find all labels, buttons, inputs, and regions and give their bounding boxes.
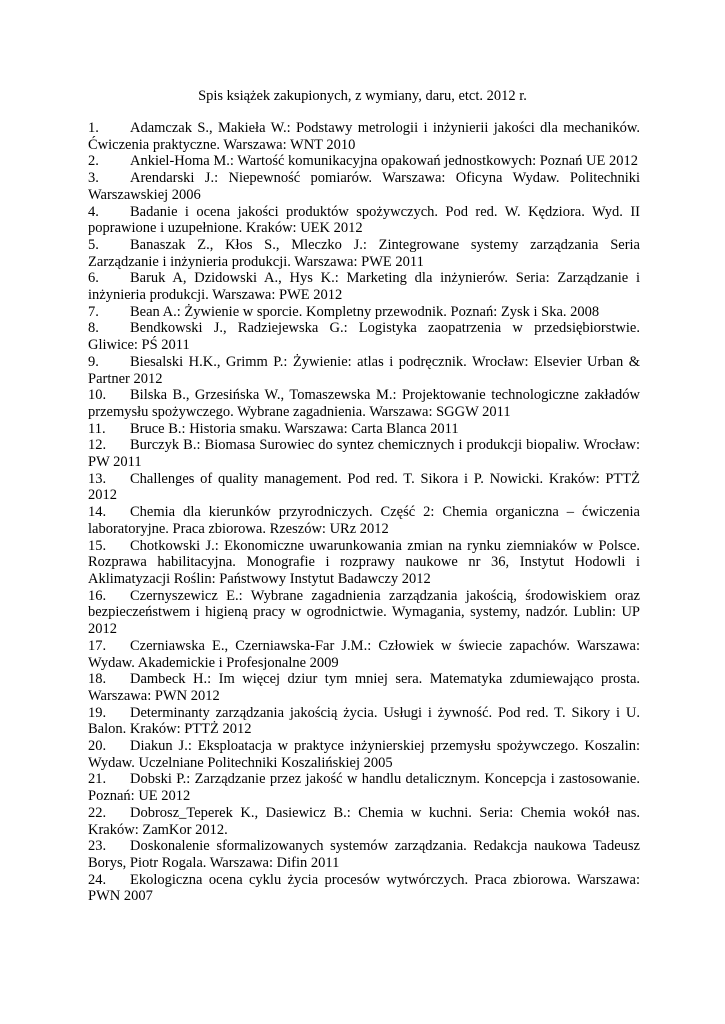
item-text: Challenges of quality management. Pod red. T. Sikora i P. Nowicki. Kraków: PTTŻ 2012: [88, 470, 640, 504]
list-item: [88, 838, 640, 871]
item-text: Dambeck H.: Im więcej dziur tym mniej sera. Matematyka zdumiewająco prosta. Warszawa: PWN 2012: [88, 671, 640, 704]
list-item: [88, 638, 640, 671]
item-text: Ankiel-Homa M.: Wartość komunikacyjna opakowań jednostkowych: Poznań UE 2012: [130, 153, 638, 170]
item-number: 16.: [88, 587, 107, 604]
item-number: 7.: [88, 303, 99, 320]
list-item: [88, 671, 640, 704]
item-text: Chotkowski J.: Ekonomiczne uwarunkowania zmian na rynku ziemniaków w Polsce. Rozprawa habilitacyjna. Monografie i rozprawy naukowe nr 36, Instytut Hodowli i Aklimatyzacji Roślin: Państwowy Instytut Badawczy 2012: [88, 537, 640, 587]
item-text: Baruk A, Dzidowski A., Hys K.: Marketing dla inżynierów. Seria: Zarządzanie i inżynieria produkcji. Warszawa: PWE 2012: [88, 270, 640, 304]
item-text: Badanie i ocena jakości produktów spożywczych. Pod red. W. Kędziora. Wyd. II poprawione i uzupełnione. Kraków: UEK 2012: [88, 203, 640, 237]
list-item: [88, 771, 640, 804]
item-text: Burczyk B.: Biomasa Surowiec do syntez chemicznych i produkcji biopaliw. Wrocław: PW 2011: [88, 437, 640, 471]
item-number: 18.: [88, 671, 107, 688]
item-number: 4.: [88, 203, 99, 220]
list-item: [88, 705, 640, 738]
item-number: 23.: [88, 838, 107, 855]
list-item: [88, 738, 640, 771]
list-item: [88, 204, 640, 237]
item-text: Banaszak Z., Kłos S., Mleczko J.: Zintegrowane systemy zarządzania Seria Zarządzanie i inżynieria produkcji. Warszawa: PWE 2011: [88, 236, 640, 270]
item-number: 5.: [88, 236, 99, 253]
item-number: 22.: [88, 804, 107, 821]
list-item: [88, 304, 640, 321]
item-text: Ekologiczna ocena cyklu życia procesów wytwórczych. Praca zbiorowa. Warszawa: PWN 2007: [88, 871, 640, 905]
item-number: 14.: [88, 504, 107, 521]
list-item: [88, 153, 640, 170]
item-text: Arendarski J.: Niepewność pomiarów. Warszawa: Oficyna Wydaw. Politechniki Warszawskiej 2006: [88, 170, 640, 203]
item-text: Bendkowski J., Radziejewska G.: Logistyka zaopatrzenia w przedsiębiorstwie. Gliwice: PŚ 2011: [88, 320, 640, 354]
item-number: 24.: [88, 871, 107, 888]
item-number: 21.: [88, 771, 107, 788]
item-number: 2.: [88, 153, 99, 170]
item-number: 20.: [88, 738, 107, 755]
item-number: 3.: [88, 170, 99, 187]
list-item: [88, 471, 640, 504]
item-text: Adamczak S., Makieła W.: Podstawy metrologii i inżynierii jakości dla mechaników. Ćwiczenia praktyczne. Warszawa: WNT 2010: [88, 120, 640, 153]
item-text: Diakun J.: Eksploatacja w praktyce inżynierskiej przemysłu spożywczego. Koszalin: Wydaw. Uczelniane Politechniki Koszalińskiej 2005: [88, 738, 640, 771]
list-item: [88, 170, 640, 203]
item-text: Bean A.: Żywienie w sporcie. Kompletny przewodnik. Poznań: Zysk i Ska. 2008: [130, 303, 600, 320]
list-item: [88, 120, 640, 153]
list-item: [88, 421, 640, 438]
list-item: [88, 387, 640, 420]
item-text: Czernyszewicz E.: Wybrane zagadnienia zarządzania jakością, środowiskiem oraz bezpieczeństwem i higieną pracy w ogrodnictwie. Wymagania, systemy, nadzór. Lublin: UP 2012: [88, 587, 640, 638]
item-number: 19.: [88, 704, 107, 721]
item-number: 6.: [88, 270, 99, 287]
item-text: Bilska B., Grzesińska W., Tomaszewska M.: Projektowanie technologiczne zakładów przemysłu spożywczego. Wybrane zagadnienia. Warszawa: SGGW 2011: [88, 387, 640, 420]
item-text: Chemia dla kierunków przyrodniczych. Część 2: Chemia organiczna – ćwiczenia laboratoryjne. Praca zbiorowa. Rzeszów: URz 2012: [88, 504, 640, 537]
item-number: 8.: [88, 320, 99, 337]
list-item: [88, 237, 640, 270]
list-item: [88, 437, 640, 470]
document-title: Spis książek zakupionych, z wymiany, daru, etct. 2012 r.: [198, 88, 527, 104]
item-text: Dobrosz_Teperek K., Dasiewicz B.: Chemia w kuchni. Seria: Chemia wokół nas. Kraków: ZamKor 2012.: [88, 804, 640, 838]
list-item: [88, 588, 640, 638]
item-number: 1.: [88, 120, 99, 136]
item-text: Doskonalenie sformalizowanych systemów zarządzania. Redakcja naukowa Tadeusz Borys, Piotr Rogala. Warszawa: Difin 2011: [88, 838, 640, 871]
item-number: 13.: [88, 470, 107, 487]
item-text: Czerniawska E., Czerniawska-Far J.M.: Człowiek w świecie zapachów. Warszawa: Wydaw. Akademickie i Profesjonalne 2009: [88, 637, 640, 671]
item-number: 17.: [88, 637, 107, 654]
item-number: 9.: [88, 353, 99, 370]
list-item: [88, 872, 640, 905]
item-number: 10.: [88, 387, 107, 404]
item-text: Determinanty zarządzania jakością życia. Usługi i żywność. Pod red. T. Sikory i U. Balon. Kraków: PTTŻ 2012: [88, 704, 640, 738]
item-number: 12.: [88, 437, 107, 454]
list-item: [88, 354, 640, 387]
item-text: Biesalski H.K., Grimm P.: Żywienie: atlas i podręcznik. Wrocław: Elsevier Urban & Partner 2012: [88, 353, 640, 387]
list-item: [88, 270, 640, 303]
list-item: [88, 538, 640, 588]
item-number: 11.: [88, 420, 106, 437]
list-item: [88, 504, 640, 537]
book-list: [88, 120, 640, 905]
list-item: [88, 805, 640, 838]
list-item: [88, 320, 640, 353]
item-text: Bruce B.: Historia smaku. Warszawa: Carta Blanca 2011: [130, 420, 459, 437]
item-number: 15.: [88, 537, 107, 554]
item-text: Dobski P.: Zarządzanie przez jakość w handlu detalicznym. Koncepcja i zastosowanie. Poznań: UE 2012: [88, 771, 640, 805]
